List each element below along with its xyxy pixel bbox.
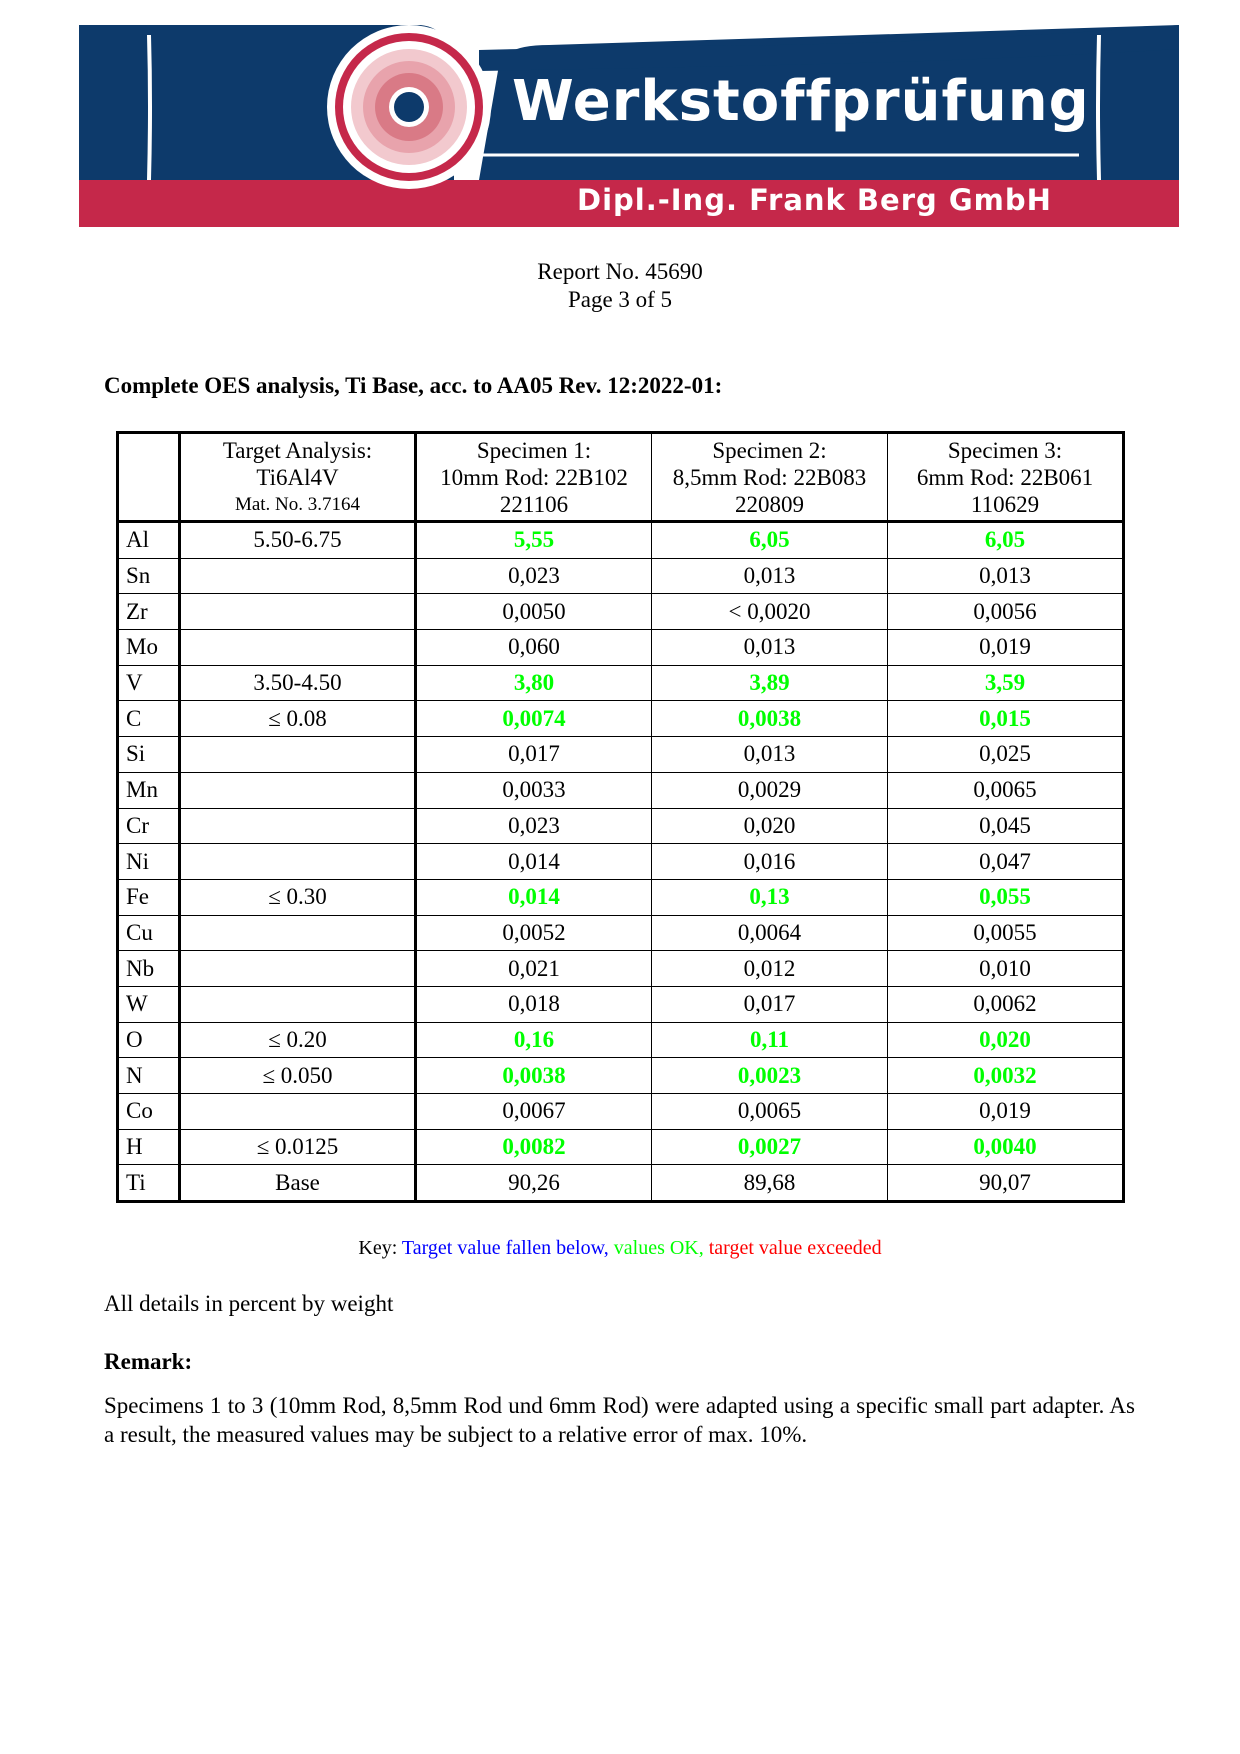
specimen-header-line3: 110629 (970, 491, 1040, 517)
brand-subtitle: Dipl.-Ing. Frank Berg GmbH (577, 183, 1052, 217)
table-row (118, 951, 1124, 987)
specimen-2-value-cell: 0,13 (652, 879, 888, 915)
element-symbol-cell: Zr (118, 594, 180, 630)
table-row (118, 558, 1124, 594)
specimen-1-value-cell: 0,0074 (416, 701, 652, 737)
target-value-cell: ≤ 0.0125 (180, 1129, 416, 1165)
specimen-3-value-cell: 0,045 (888, 808, 1124, 844)
specimen-2-value-cell: < 0,0020 (652, 594, 888, 630)
element-symbol-cell: Si (118, 737, 180, 773)
units-note: All details in percent by weight (104, 1291, 394, 1316)
target-value-cell (180, 1094, 416, 1130)
target-value-cell: ≤ 0.20 (180, 1022, 416, 1058)
table-row (118, 594, 1124, 630)
element-symbol-cell: Sn (118, 558, 180, 594)
specimen-1-value-cell: 0,021 (416, 951, 652, 987)
specimen-2-value-cell: 0,0023 (652, 1058, 888, 1094)
element-symbol-cell: N (118, 1058, 180, 1094)
specimen-3-value-cell: 0,0056 (888, 594, 1124, 630)
specimen-header-line1: Specimen 2: (712, 437, 827, 463)
table-row (118, 808, 1124, 844)
specimen-3-value-cell: 0,019 (888, 630, 1124, 666)
specimen-1-value-cell: 0,0033 (416, 772, 652, 808)
table-row (118, 1022, 1124, 1058)
specimen-3-value-cell: 0,055 (888, 879, 1124, 915)
target-value-cell: ≤ 0.050 (180, 1058, 416, 1094)
element-symbol-cell: W (118, 986, 180, 1022)
table-body (118, 522, 1124, 1202)
company-banner (79, 25, 1179, 227)
specimen-header-line1: Specimen 1: (476, 437, 592, 463)
specimen-header-line3: 221106 (499, 491, 569, 517)
specimen-header-line2: 8,5mm Rod: 22B083 (672, 464, 867, 490)
specimen-2-value-cell: 0,0029 (652, 772, 888, 808)
specimen-2-value-cell: 0,013 (652, 737, 888, 773)
specimen-3-value-cell: 0,025 (888, 737, 1124, 773)
specimen-2-value-cell: 0,0064 (652, 915, 888, 951)
specimen-1-value-cell: 0,018 (416, 986, 652, 1022)
specimen-2-value-cell: 0,012 (652, 951, 888, 987)
specimen-header-line3: 220809 (735, 491, 804, 517)
table-row (118, 986, 1124, 1022)
brand-name: Werkstoffprüfung (512, 69, 1090, 134)
specimen-3-value-cell: 0,047 (888, 844, 1124, 880)
specimen-3-value-cell: 3,59 (888, 665, 1124, 701)
specimen-2-value-cell: 89,68 (652, 1165, 888, 1202)
report-header (0, 258, 1240, 314)
oes-analysis-table (116, 431, 1125, 1203)
specimen-2-value-cell: 0,017 (652, 986, 888, 1022)
target-header-line3: Mat. No. 3.7164 (234, 493, 361, 515)
specimen-3-value-cell: 0,0040 (888, 1129, 1124, 1165)
specimen-1-value-cell: 0,060 (416, 630, 652, 666)
element-symbol-cell: Cr (118, 808, 180, 844)
key-label: Key: (358, 1237, 398, 1259)
target-analysis-header (180, 433, 416, 522)
target-value-cell: 3.50-4.50 (180, 665, 416, 701)
target-value-cell: ≤ 0.30 (180, 879, 416, 915)
table-row (118, 737, 1124, 773)
element-symbol-cell: H (118, 1129, 180, 1165)
specimen-1-value-cell: 3,80 (416, 665, 652, 701)
specimen-1-value-cell: 5,55 (416, 522, 652, 559)
element-symbol-cell: O (118, 1022, 180, 1058)
specimen-1-value-cell: 90,26 (416, 1165, 652, 1202)
specimen-1-value-cell: 0,023 (416, 558, 652, 594)
specimen-3-value-cell: 6,05 (888, 522, 1124, 559)
target-value-cell (180, 630, 416, 666)
target-value-cell (180, 844, 416, 880)
specimen-1-value-cell: 0,0082 (416, 1129, 652, 1165)
specimen-2-header (652, 433, 888, 522)
specimen-2-value-cell: 0,11 (652, 1022, 888, 1058)
target-value-cell (180, 558, 416, 594)
specimen-2-value-cell: 0,0065 (652, 1094, 888, 1130)
specimen-3-value-cell: 90,07 (888, 1165, 1124, 1202)
target-value-cell: 5.50-6.75 (180, 522, 416, 559)
specimen-3-value-cell: 0,0032 (888, 1058, 1124, 1094)
element-symbol-cell: V (118, 665, 180, 701)
report-number: Report No. 45690 (537, 259, 703, 284)
specimen-1-value-cell: 0,16 (416, 1022, 652, 1058)
specimen-2-value-cell: 0,0038 (652, 701, 888, 737)
table-row (118, 915, 1124, 951)
element-symbol-cell: Mn (118, 772, 180, 808)
section-title: Complete OES analysis, Ti Base, acc. to AA05 Rev. 12:2022-01: (104, 373, 723, 398)
target-value-cell (180, 594, 416, 630)
target-value-cell (180, 915, 416, 951)
specimen-1-value-cell: 0,0052 (416, 915, 652, 951)
table-row (118, 522, 1124, 559)
remark-title: Remark: (104, 1349, 193, 1374)
key-exceeded: target value exceeded (708, 1237, 882, 1259)
element-symbol-cell: Ni (118, 844, 180, 880)
target-value-cell (180, 951, 416, 987)
table-row (118, 630, 1124, 666)
page-indicator: Page 3 of 5 (567, 287, 673, 312)
target-value-cell: Base (180, 1165, 416, 1202)
specimen-3-value-cell: 0,0062 (888, 986, 1124, 1022)
element-symbol-cell: Fe (118, 879, 180, 915)
remark-text: Specimens 1 to 3 (10mm Rod, 8,5mm Rod und 6mm Rod) were adapted using a specific small part adapter. As a result, the measured values may be subject to a relative error of max. 10%. (104, 1393, 1135, 1447)
element-symbol-cell: Nb (118, 951, 180, 987)
specimen-2-value-cell: 3,89 (652, 665, 888, 701)
specimen-1-value-cell: 0,0050 (416, 594, 652, 630)
table-row (118, 772, 1124, 808)
specimen-header-line2: 6mm Rod: 22B061 (916, 464, 1094, 490)
specimen-2-value-cell: 0,0027 (652, 1129, 888, 1165)
table-header-row (118, 433, 1124, 522)
target-value-cell (180, 808, 416, 844)
table-row (118, 844, 1124, 880)
specimen-1-value-cell: 0,014 (416, 844, 652, 880)
table-row (118, 879, 1124, 915)
specimen-3-header (888, 433, 1124, 522)
specimen-1-value-cell: 0,014 (416, 879, 652, 915)
target-header-line2: Ti6Al4V (256, 464, 339, 490)
target-logo-icon (327, 25, 491, 189)
specimen-1-value-cell: 0,023 (416, 808, 652, 844)
table-row (118, 665, 1124, 701)
specimen-3-value-cell: 0,0065 (888, 772, 1124, 808)
specimen-1-value-cell: 0,0067 (416, 1094, 652, 1130)
target-value-cell (180, 986, 416, 1022)
table-row (118, 1094, 1124, 1130)
specimen-2-value-cell: 0,020 (652, 808, 888, 844)
target-value-cell (180, 737, 416, 773)
element-symbol-cell: Al (118, 522, 180, 559)
specimen-1-value-cell: 0,017 (416, 737, 652, 773)
specimen-2-value-cell: 0,013 (652, 558, 888, 594)
specimen-1-header (416, 433, 652, 522)
element-symbol-cell: Mo (118, 630, 180, 666)
table-row (118, 1129, 1124, 1165)
table-row (118, 1058, 1124, 1094)
specimen-3-value-cell: 0,019 (888, 1094, 1124, 1130)
specimen-3-value-cell: 0,010 (888, 951, 1124, 987)
specimen-header-line2: 10mm Rod: 22B102 (440, 464, 628, 490)
element-symbol-cell: Cu (118, 915, 180, 951)
specimen-3-value-cell: 0,020 (888, 1022, 1124, 1058)
element-header-cell (118, 433, 180, 522)
specimen-3-value-cell: 0,013 (888, 558, 1124, 594)
element-symbol-cell: Ti (118, 1165, 180, 1202)
color-key (0, 1237, 1240, 1260)
table-row (118, 1165, 1124, 1202)
specimen-2-value-cell: 0,013 (652, 630, 888, 666)
key-below: Target value fallen below, (401, 1237, 609, 1259)
target-value-cell (180, 772, 416, 808)
element-symbol-cell: Co (118, 1094, 180, 1130)
specimen-2-value-cell: 0,016 (652, 844, 888, 880)
key-ok: values OK, (613, 1237, 704, 1259)
table-row (118, 701, 1124, 737)
specimen-2-value-cell: 6,05 (652, 522, 888, 559)
specimen-header-line1: Specimen 3: (947, 437, 1063, 463)
specimen-3-value-cell: 0,015 (888, 701, 1124, 737)
specimen-3-value-cell: 0,0055 (888, 915, 1124, 951)
specimen-1-value-cell: 0,0038 (416, 1058, 652, 1094)
target-value-cell: ≤ 0.08 (180, 701, 416, 737)
element-symbol-cell: C (118, 701, 180, 737)
target-header-line1: Target Analysis: (222, 437, 373, 463)
